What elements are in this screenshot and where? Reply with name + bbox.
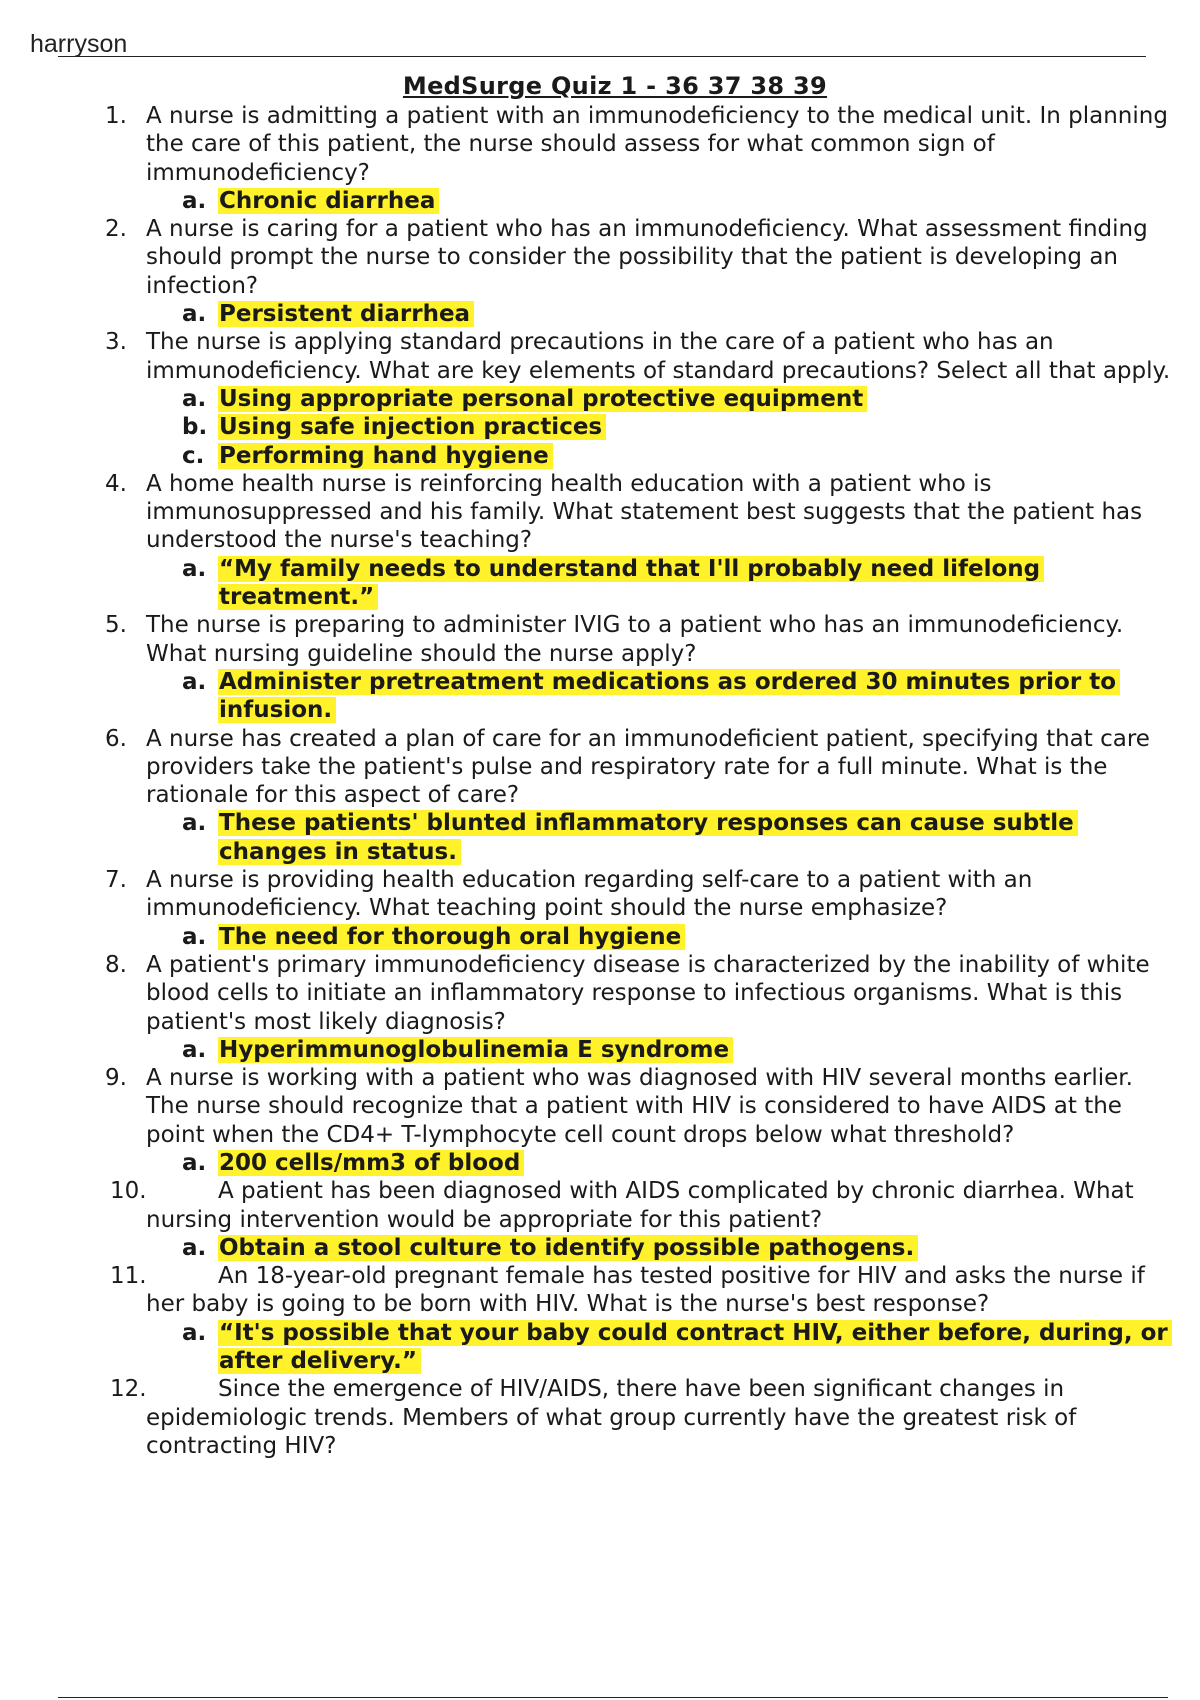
question-text: A home health nurse is reinforcing health education with a patient who is immunosuppressed and his family. What statement best suggests that the patient has understood the nurse's teaching? bbox=[146, 470, 1143, 554]
header-rule bbox=[58, 56, 1146, 57]
answer-text-highlighted: “My family needs to understand that I'll probably need lifelong treatment.” bbox=[218, 556, 1044, 610]
question-item bbox=[105, 725, 1175, 810]
answer-text-highlighted: Using appropriate personal protective equipment bbox=[218, 386, 867, 412]
answer-letter: a. bbox=[182, 810, 207, 837]
question-item bbox=[105, 470, 1175, 555]
answer-text-highlighted: These patients' blunted inflammatory responses can cause subtle changes in status. bbox=[218, 810, 1078, 864]
answer-item bbox=[105, 300, 1175, 328]
question-number: 12. bbox=[110, 1376, 147, 1403]
question-text: A nurse is admitting a patient with an immunodeficiency to the medical unit. In planning the care of this patient, the nurse should assess for what common sign of immunodeficiency? bbox=[146, 103, 1168, 186]
answer-letter: b. bbox=[182, 414, 208, 441]
answer-item bbox=[105, 1149, 1175, 1177]
question-number: 11. bbox=[110, 1263, 147, 1290]
question-number: 3. bbox=[105, 329, 127, 356]
answer-letter: a. bbox=[182, 1036, 207, 1063]
question-item bbox=[105, 1375, 1175, 1460]
question-number: 1. bbox=[105, 103, 127, 129]
answer-item bbox=[105, 668, 1175, 725]
answer-letter: a. bbox=[182, 668, 207, 695]
question-number: 5. bbox=[105, 612, 127, 639]
footer-rule bbox=[58, 1697, 1168, 1698]
question-text: An 18-year-old pregnant female has tested positive for HIV and asks the nurse if her baby is going to be born with HIV. What is the nurse's best response? bbox=[146, 1263, 1145, 1318]
answer-text-highlighted: Persistent diarrhea bbox=[218, 301, 474, 327]
document-title: MedSurge Quiz 1 - 36 37 38 39 bbox=[402, 72, 828, 100]
question-text: Since the emergence of HIV/AIDS, there have been significant changes in epidemiologic trends. Members of what group currently have the greatest risk of contracting HIV? bbox=[146, 1376, 1077, 1459]
question-item bbox=[105, 215, 1175, 300]
question-text: A patient's primary immunodeficiency disease is characterized by the inability of white blood cells to initiate an inflammatory response to infectious organisms. What is this patient's most likely diagnosis? bbox=[146, 951, 1150, 1035]
question-number: 2. bbox=[105, 216, 127, 243]
answer-text-highlighted: Hyperimmunoglobulinemia E syndrome bbox=[218, 1037, 733, 1063]
answer-item bbox=[105, 1036, 1175, 1064]
question-item bbox=[105, 611, 1175, 668]
question-number: 8. bbox=[105, 951, 127, 978]
question-text: A nurse has created a plan of care for an immunodeficient patient, specifying that care providers take the patient's pulse and respiratory rate for a full minute. What is the rationale for this aspect of care? bbox=[146, 725, 1150, 809]
question-number: 9. bbox=[105, 1065, 127, 1092]
answer-text-highlighted: Chronic diarrhea bbox=[218, 188, 439, 214]
question-number: 6. bbox=[105, 725, 127, 752]
answer-item bbox=[105, 1234, 1175, 1262]
answer-letter: a. bbox=[182, 385, 207, 412]
answer-item bbox=[105, 923, 1175, 951]
answer-letter: a. bbox=[182, 1319, 207, 1346]
answer-text-highlighted: Administer pretreatment medications as ordered 30 minutes prior to infusion. bbox=[218, 669, 1120, 723]
question-item bbox=[105, 1064, 1175, 1149]
answer-item bbox=[105, 1319, 1175, 1376]
question-item bbox=[105, 1262, 1175, 1319]
answer-letter: c. bbox=[182, 442, 205, 469]
answer-text-highlighted: Performing hand hygiene bbox=[218, 443, 553, 469]
question-text: A patient has been diagnosed with AIDS complicated by chronic diarrhea. What nursing intervention would be appropriate for this patient? bbox=[146, 1178, 1134, 1233]
question-text: The nurse is preparing to administer IVIG to a patient who has an immunodeficiency. What nursing guideline should the nurse apply? bbox=[146, 612, 1124, 667]
question-list bbox=[105, 102, 1175, 1460]
answer-item bbox=[105, 442, 1175, 470]
header-author: harryson bbox=[30, 30, 128, 58]
answer-letter: a. bbox=[182, 555, 207, 582]
answer-item bbox=[105, 385, 1175, 413]
answer-item bbox=[105, 187, 1175, 215]
question-number: 7. bbox=[105, 867, 127, 894]
question-item bbox=[105, 102, 1175, 187]
answer-text-highlighted: The need for thorough oral hygiene bbox=[218, 924, 685, 950]
answer-item bbox=[105, 413, 1175, 441]
question-item bbox=[105, 1177, 1175, 1234]
answer-item bbox=[105, 555, 1175, 612]
answer-text-highlighted: 200 cells/mm3 of blood bbox=[218, 1150, 524, 1176]
answer-letter: a. bbox=[182, 187, 207, 214]
question-item bbox=[105, 866, 1175, 923]
answer-letter: a. bbox=[182, 923, 207, 950]
question-text: A nurse is providing health education regarding self-care to a patient with an immunodeficiency. What teaching point should the nurse emphasize? bbox=[146, 867, 1033, 922]
question-number: 4. bbox=[105, 470, 127, 497]
question-text: The nurse is applying standard precautions in the care of a patient who has an immunodeficiency. What are key elements of standard precautions? Select all that apply. bbox=[146, 329, 1171, 384]
question-text: A nurse is working with a patient who was diagnosed with HIV several months earlier. The nurse should recognize that a patient with HIV is considered to have AIDS at the point when the CD4+ T-lymphocyte cell count drops below what threshold? bbox=[146, 1065, 1133, 1148]
answer-text-highlighted: Using safe injection practices bbox=[218, 414, 606, 440]
answer-letter: a. bbox=[182, 1149, 207, 1176]
question-number: 10. bbox=[110, 1178, 147, 1205]
question-item bbox=[105, 328, 1175, 385]
question-item bbox=[105, 951, 1175, 1036]
answer-letter: a. bbox=[182, 1234, 207, 1261]
answer-text-highlighted: “It's possible that your baby could contract HIV, either before, during, or after delivery.” bbox=[218, 1320, 1172, 1374]
answer-text-highlighted: Obtain a stool culture to identify possible pathogens. bbox=[218, 1235, 918, 1261]
question-text: A nurse is caring for a patient who has an immunodeficiency. What assessment finding should prompt the nurse to consider the possibility that the patient is developing an infection? bbox=[146, 216, 1148, 299]
answer-letter: a. bbox=[182, 301, 207, 328]
answer-item bbox=[105, 809, 1175, 866]
